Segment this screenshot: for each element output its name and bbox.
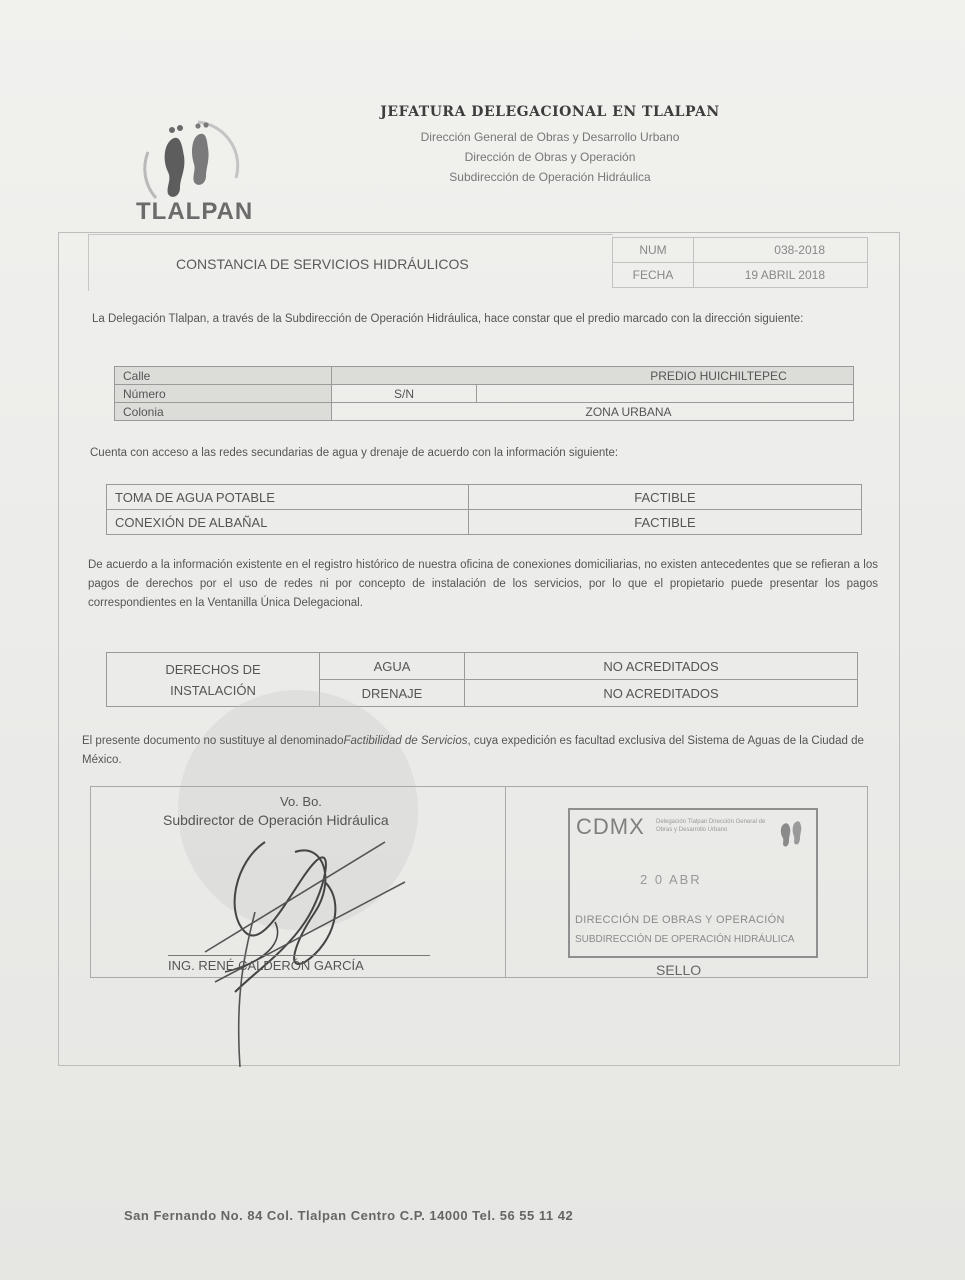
table-row — [115, 367, 854, 385]
disclaimer-italic: Factibilidad de Servicios — [343, 735, 468, 747]
colonia-value: ZONA URBANA — [332, 403, 854, 421]
disclaimer-paragraph — [82, 732, 882, 770]
department-lines — [360, 127, 740, 187]
department-line: Subdirección de Operación Hidráulica — [449, 170, 651, 184]
document-title: CONSTANCIA DE SERVICIOS HIDRÁULICOS — [176, 256, 469, 272]
service-label: TOMA DE AGUA POTABLE — [107, 485, 469, 510]
history-paragraph: De acuerdo a la información existente en el registro histórico de nuestra oficina de conexiones domiciliarias, no existen antecedentes que se refieran a los pagos de derechos por el uso de redes ni por concepto de instalación de los servicios, por lo que el propietario puede presentar los pagos correspondientes en la Ventanilla Única Delegacional. — [88, 559, 878, 609]
signature-line — [168, 955, 430, 956]
rights-label-line: INSTALACIÓN — [170, 682, 256, 698]
rights-status: NO ACREDITADOS — [465, 653, 858, 680]
table-row — [107, 485, 862, 510]
department-line: Dirección General de Obras y Desarrollo Urbano — [420, 130, 680, 144]
table-row — [107, 510, 862, 535]
fecha-value: 19 ABRIL 2018 — [694, 263, 868, 288]
stamp-date: 2 0 ABR — [640, 872, 702, 887]
sello-label: SELLO — [656, 962, 702, 978]
service-label: CONEXIÓN DE ALBAÑAL — [107, 510, 469, 535]
access-paragraph: Cuenta con acceso a las redes secundarias de agua y drenaje de acuerdo con la información siguiente: — [90, 447, 619, 459]
stamp-line: DIRECCIÓN DE OBRAS Y OPERACIÓN — [575, 914, 785, 926]
rights-service: AGUA — [320, 653, 465, 680]
cdmx-logo: CDMX — [576, 814, 645, 839]
table-row — [115, 385, 854, 403]
intro-paragraph: La Delegación Tlalpan, a través de la Subdirección de Operación Hidráulica, hace constar que el predio marcado con la dirección siguiente: — [92, 313, 804, 325]
signer-name: ING. RENÉ CALDERÓN GARCÍA — [168, 958, 364, 973]
department-line: Dirección de Obras y Operación — [464, 150, 636, 164]
services-table — [106, 484, 862, 535]
disclaimer-text: , cuya expedición es facultad exclusiva del Sistema de Aguas de la Ciudad de México. — [82, 735, 864, 766]
rights-table — [106, 652, 858, 707]
table-row — [613, 238, 868, 263]
service-value: FACTIBLE — [469, 485, 862, 510]
footer-address: San Fernando No. 84 Col. Tlalpan Centro C.P. 14000 Tel. 56 55 11 42 — [124, 1208, 574, 1223]
disclaimer-text: El presente documento no sustituye al denominado — [82, 735, 344, 747]
num-value: 038-2018 — [694, 238, 868, 263]
rights-service: DRENAJE — [320, 680, 465, 707]
fecha-label: FECHA — [613, 263, 694, 288]
rights-label-line: DERECHOS DE — [165, 661, 261, 677]
numero-value: S/N — [332, 385, 477, 403]
numero-empty-cell — [477, 385, 854, 403]
signer-role: Subdirector de Operación Hidráulica — [163, 812, 389, 828]
logo-wordmark: TLALPAN — [136, 198, 254, 225]
vobo-label: Vo. Bo. — [280, 794, 322, 809]
table-row — [613, 263, 868, 288]
handwritten-signature-icon — [195, 822, 425, 1072]
letterhead — [360, 104, 740, 187]
address-table — [114, 366, 854, 421]
stamp-line: SUBDIRECCIÓN DE OPERACIÓN HIDRÁULICA — [575, 934, 795, 945]
colonia-label: Colonia — [115, 403, 332, 421]
calle-label: Calle — [115, 367, 332, 385]
stamp-small-text: Delegación Tlalpan Dirección General de Obras y Desarrollo Urbano — [656, 819, 766, 833]
table-row — [107, 653, 858, 680]
stamp-footprints-icon — [774, 816, 808, 854]
rights-status: NO ACREDITADOS — [465, 680, 858, 707]
num-fecha-table — [612, 237, 868, 288]
agency-name: JEFATURA DELEGACIONAL EN TLALPAN — [380, 104, 720, 120]
service-value: FACTIBLE — [469, 510, 862, 535]
numero-label: Número — [115, 385, 332, 403]
calle-value: PREDIO HUICHILTEPEC — [332, 367, 854, 385]
num-label: NUM — [613, 238, 694, 263]
table-row — [115, 403, 854, 421]
signature-divider — [505, 786, 506, 978]
